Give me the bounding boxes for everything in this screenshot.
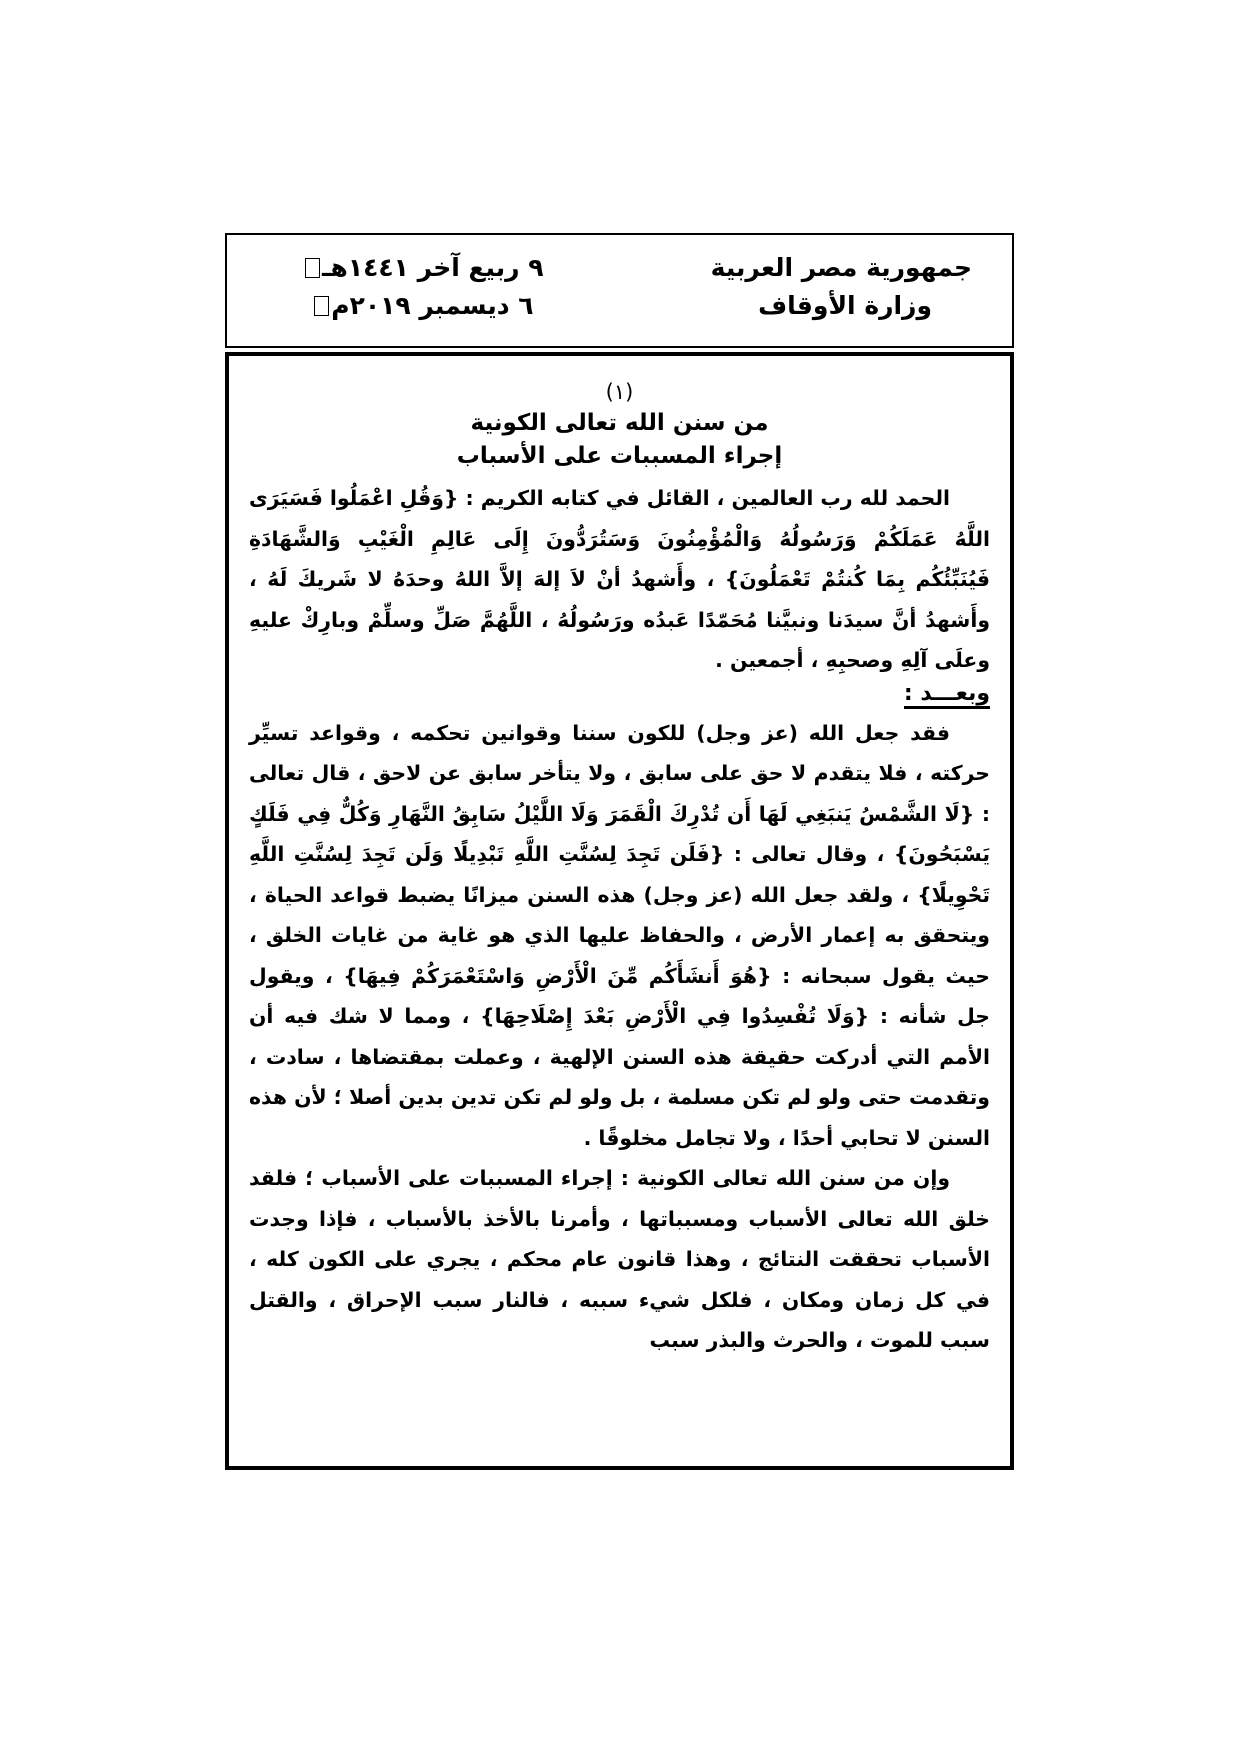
intro-paragraph: الحمد لله رب العالمين ، القائل في كتابه الكريم : {وَقُلِ اعْمَلُوا فَسَيَرَى اللَّهُ عَمَلَكُمْ وَرَسُولُهُ وَالْمُؤْمِنُونَ وَسَتُرَدُّونَ إِلَى عَالِمِ الْغَيْبِ وَالشَّهَادَةِ فَيُنَبِّئُكُم بِمَا كُنتُمْ تَعْمَلُونَ} ، وأَشهدُ أنْ لاَ إلهَ إلاَّ اللهُ وحدَهُ لا شَريكَ لَهُ ، وأَشهدُ أنَّ سيدَنا ونبيَّنا مُحَمّدًا عَبدُه ورَسُولُهُ ، اللَّهُمَّ صَلِّ وسلِّمْ وبارِكْ عليهِ وعلَى آلِهِ وصحبِهِ ، أجمعين . xyxy=(249,486,990,672)
header-dates xyxy=(305,249,544,325)
sermon-content xyxy=(225,352,1014,1470)
sermon-number: (١) xyxy=(605,380,634,404)
gregorian-date: ٦ ديسمبر ٢٠١٩م xyxy=(331,291,534,320)
box-glyph-icon xyxy=(314,296,329,316)
gregorian-date-line xyxy=(305,287,544,325)
ministry-name: وزارة الأوقاف xyxy=(758,291,932,320)
wabaad-heading xyxy=(249,681,990,707)
sermon-subtitle: إجراء المسببات على الأسباب xyxy=(456,443,783,469)
hijri-date-line xyxy=(305,249,544,287)
hijri-date: ٩ ربيع آخر ١٤٤١هـ xyxy=(322,253,544,282)
header-box xyxy=(225,233,1014,348)
country-name: جمهورية مصر العربية xyxy=(710,253,972,282)
body-paragraph-2: وإن من سنن الله تعالى الكونية : إجراء المسببات على الأسباب ؛ فلقد خلق الله تعالى الأسباب ومسبباتها ، وأمرنا بالأخذ بالأسباب ، فإذا وجدت الأسباب تحققت النتائج ، وهذا قانون عام محكم ، يجري على الكون كله ، في كل زمان ومكان ، فلكل شيء سببه ، فالنار سبب الإحراق ، والقتل سبب للموت ، والحرث والبذر سبب xyxy=(249,1166,990,1352)
header-issuer xyxy=(711,249,972,325)
sermon-title: من سنن الله تعالى الكونية xyxy=(470,410,769,436)
body-paragraph-1: فقد جعل الله (عز وجل) للكون سننا وقوانين تحكمه ، وقواعد تسيِّر حركته ، فلا يتقدم لا حق على سابق ، ولا يتأخر سابق عن لاحق ، قال تعالى : {لَا الشَّمْسُ يَنبَغِي لَهَا أَن تُدْرِكَ الْقَمَرَ وَلَا اللَّيْلُ سَابِقُ النَّهَارِ وَكُلٌّ فِي فَلَكٍ يَسْبَحُونَ} ، وقال تعالى : {فَلَن تَجِدَ لِسُنَّتِ اللَّهِ تَبْدِيلًا وَلَن تَجِدَ لِسُنَّتِ اللَّهِ تَحْوِيلًا} ، ولقد جعل الله (عز وجل) هذه السنن ميزانًا يضبط قواعد الحياة ، ويتحقق به إعمار الأرض ، والحفاظ عليها الذي هو غاية من غايات الخلق ، حيث يقول سبحانه : {هُوَ أَنشَأَكُم مِّنَ الْأَرْضِ وَاسْتَعْمَرَكُمْ فِيهَا} ، ويقول جل شأنه : {وَلَا تُفْسِدُوا فِي الْأَرْضِ بَعْدَ إِصْلَاحِهَا} ، ومما لا شك فيه أن الأمم التي أدركت حقيقة هذه السنن الإلهية ، وعملت بمقتضاها ، سادت ، وتقدمت حتى ولو لم تكن مسلمة ، بل ولو لم تكن تدين بدين أصلا ؛ لأن هذه السنن لا تحابي أحدًا ، ولا تجامل مخلوقًا . xyxy=(249,720,990,1150)
box-glyph-icon xyxy=(305,258,320,278)
wabaad-text: وبعـــد : xyxy=(904,681,990,709)
